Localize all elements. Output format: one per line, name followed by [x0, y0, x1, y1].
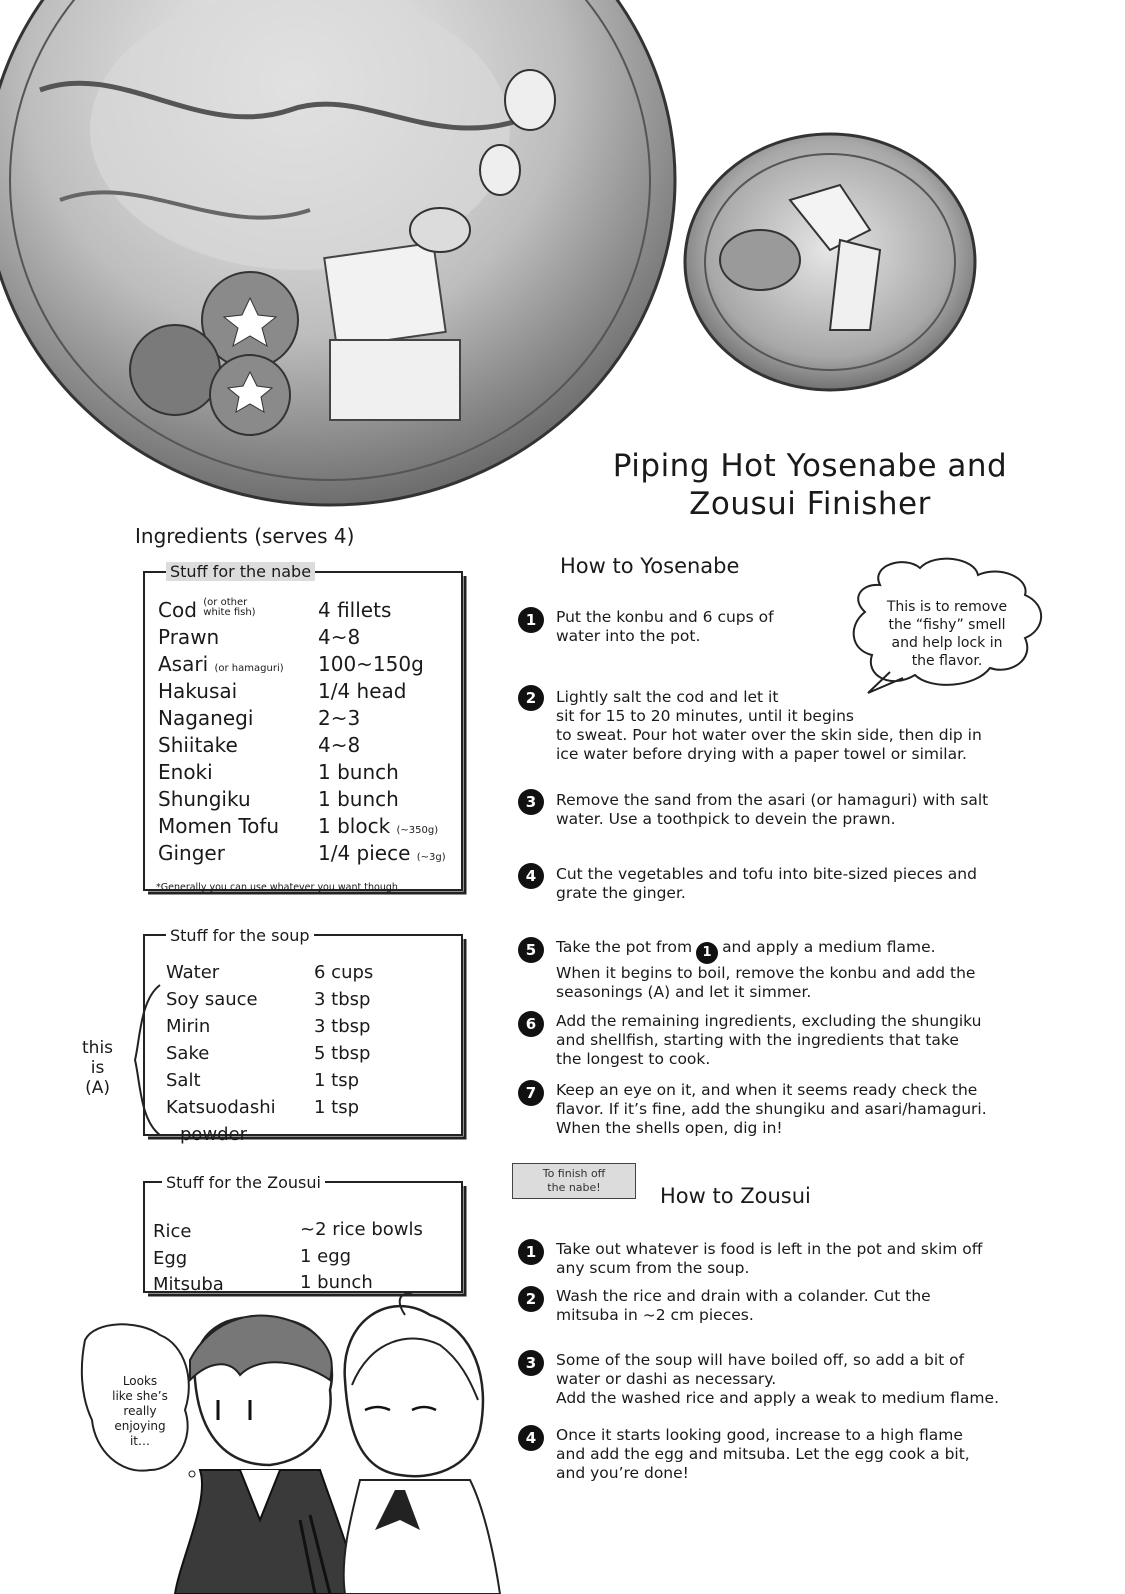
nabe-box-label: Stuff for the nabe [166, 562, 315, 581]
ingredient-qty: 1 block (~350g) [318, 814, 439, 838]
ingredient-name: Soy sauce [166, 989, 258, 1010]
zousui-bowl-image [685, 134, 975, 390]
ingredient-qty: 3 tbsp [314, 989, 371, 1010]
step-number: 2 [518, 685, 544, 711]
ingredient-name: Ginger [158, 841, 225, 865]
zousui-step: Wash the rice and drain with a colander. Cut the mitsuba in ~2 cm pieces. [556, 1287, 931, 1324]
ingredient-qty: 1 bunch [300, 1272, 373, 1293]
ingredient-qty: 1 tsp [314, 1097, 360, 1118]
soup-box-label: Stuff for the soup [166, 926, 314, 945]
yosenabe-step: Remove the sand from the asari (or hamaguri) with salt water. Use a toothpick to devein the prawn. [556, 791, 989, 828]
step-number: 1 [518, 607, 544, 633]
ingredient-qty: 5 tbsp [314, 1043, 371, 1064]
ingredient-qty: 2~3 [318, 706, 361, 730]
comic-bubble-text: Looks like she’s really enjoying it… [112, 1374, 168, 1448]
step-number: 1 [518, 1239, 544, 1265]
ingredient-name: Shiitake [158, 733, 238, 757]
ingredient-qty: 1 bunch [318, 787, 399, 811]
ingredient-qty: 1/4 head [318, 679, 407, 703]
step-number: 5 [518, 937, 544, 963]
step-number: 3 [518, 1350, 544, 1376]
ingredient-name: Mirin [166, 1016, 211, 1037]
step-number: 2 [518, 1286, 544, 1312]
nabe-pot-image [0, 0, 675, 505]
zousui-step: Some of the soup will have boiled off, so add a bit of water or dashi as necessary. Add the washed rice and apply a weak to medium flame. [556, 1351, 999, 1407]
ingredient-name: Prawn [158, 625, 220, 649]
yosenabe-step: Take the pot from 1 and apply a medium flame. When it begins to boil, remove the konbu and add the seasonings (A) and let it simmer. [556, 938, 976, 1001]
step-number: 4 [518, 1425, 544, 1451]
ingredient-name: Shungiku [158, 787, 251, 811]
ingredient-qty: 1 egg [300, 1246, 352, 1267]
ingredient-name: Asari (or hamaguri) [158, 652, 284, 676]
ingredients-heading: Ingredients (serves 4) [135, 524, 355, 548]
step-number: 3 [518, 789, 544, 815]
ingredient-qty: 4 fillets [318, 598, 392, 622]
ingredient-name: Naganegi [158, 706, 254, 730]
ingredient-name: Momen Tofu [158, 814, 280, 838]
finish-tag: To finish off the nabe! [512, 1163, 636, 1199]
zousui-step: Take out whatever is food is left in the pot and skim off any scum from the soup. [556, 1240, 983, 1277]
ingredient-qty: 4~8 [318, 625, 361, 649]
ingredient-qty: 100~150g [318, 652, 424, 676]
yosenabe-step: Add the remaining ingredients, excluding the shungiku and shellfish, starting with the ingredients that take the longest to cook. [556, 1012, 982, 1068]
ingredient-qty: 4~8 [318, 733, 361, 757]
yosenabe-heading: How to Yosenabe [560, 554, 740, 578]
ingredient-qty: 6 cups [314, 962, 374, 983]
yosenabe-step: Keep an eye on it, and when it seems ready check the flavor. If it’s fine, add the shungiku and asari/hamaguri. When the shells open, dig in! [556, 1081, 987, 1137]
ingredient-name: Hakusai [158, 679, 238, 703]
yosenabe-step: Put the konbu and 6 cups of water into the pot. [556, 608, 774, 645]
step-number: 7 [518, 1080, 544, 1106]
nabe-footnote: *Generally you can use whatever you want though [156, 882, 398, 893]
step-ref-number: 1 [696, 942, 718, 964]
ingredient-name: Salt [166, 1070, 201, 1091]
ingredient-name: Katsuodashi [166, 1097, 276, 1118]
yosenabe-step: Lightly salt the cod and let it sit for 15 to 20 minutes, until it begins to sweat. Pour hot water over the skin side, then dip in ice water before drying with a paper towel or similar. [556, 688, 982, 763]
zousui-heading: How to Zousui [660, 1184, 811, 1208]
yosenabe-step: Cut the vegetables and tofu into bite-sized pieces and grate the ginger. [556, 865, 977, 902]
zousui-step: Once it starts looking good, increase to a high flame and add the egg and mitsuba. Let the egg cook a bit, and you’re done! [556, 1426, 970, 1482]
seasoning-a-note: this is (A) [82, 1038, 114, 1098]
ingredient-name: powder [180, 1124, 248, 1145]
ingredient-name: Mitsuba [153, 1274, 224, 1295]
ingredient-qty: 1 bunch [318, 760, 399, 784]
ingredient-name: Water [166, 962, 220, 983]
page-title: Piping Hot Yosenabe and Zousui Finisher [612, 448, 1008, 522]
zousui-box-label: Stuff for the Zousui [162, 1173, 325, 1192]
ingredient-qty: ~2 rice bowls [300, 1219, 423, 1240]
seasoning-brace [135, 985, 160, 1135]
ingredient-name: Rice [153, 1221, 192, 1242]
ingredient-name: Enoki [158, 760, 213, 784]
ingredient-qty: 1 tsp [314, 1070, 360, 1091]
ingredient-qty: 1/4 piece (~3g) [318, 841, 446, 865]
ingredient-qty: 3 tbsp [314, 1016, 371, 1037]
tip-bubble-text: This is to remove the “fishy” smell and help lock in the flavor. [886, 599, 1008, 669]
step-number: 4 [518, 863, 544, 889]
ingredient-name: Egg [153, 1248, 188, 1269]
ingredient-name: Sake [166, 1043, 210, 1064]
step-number: 6 [518, 1011, 544, 1037]
ingredient-name: Cod (or other white fish) [158, 597, 256, 622]
